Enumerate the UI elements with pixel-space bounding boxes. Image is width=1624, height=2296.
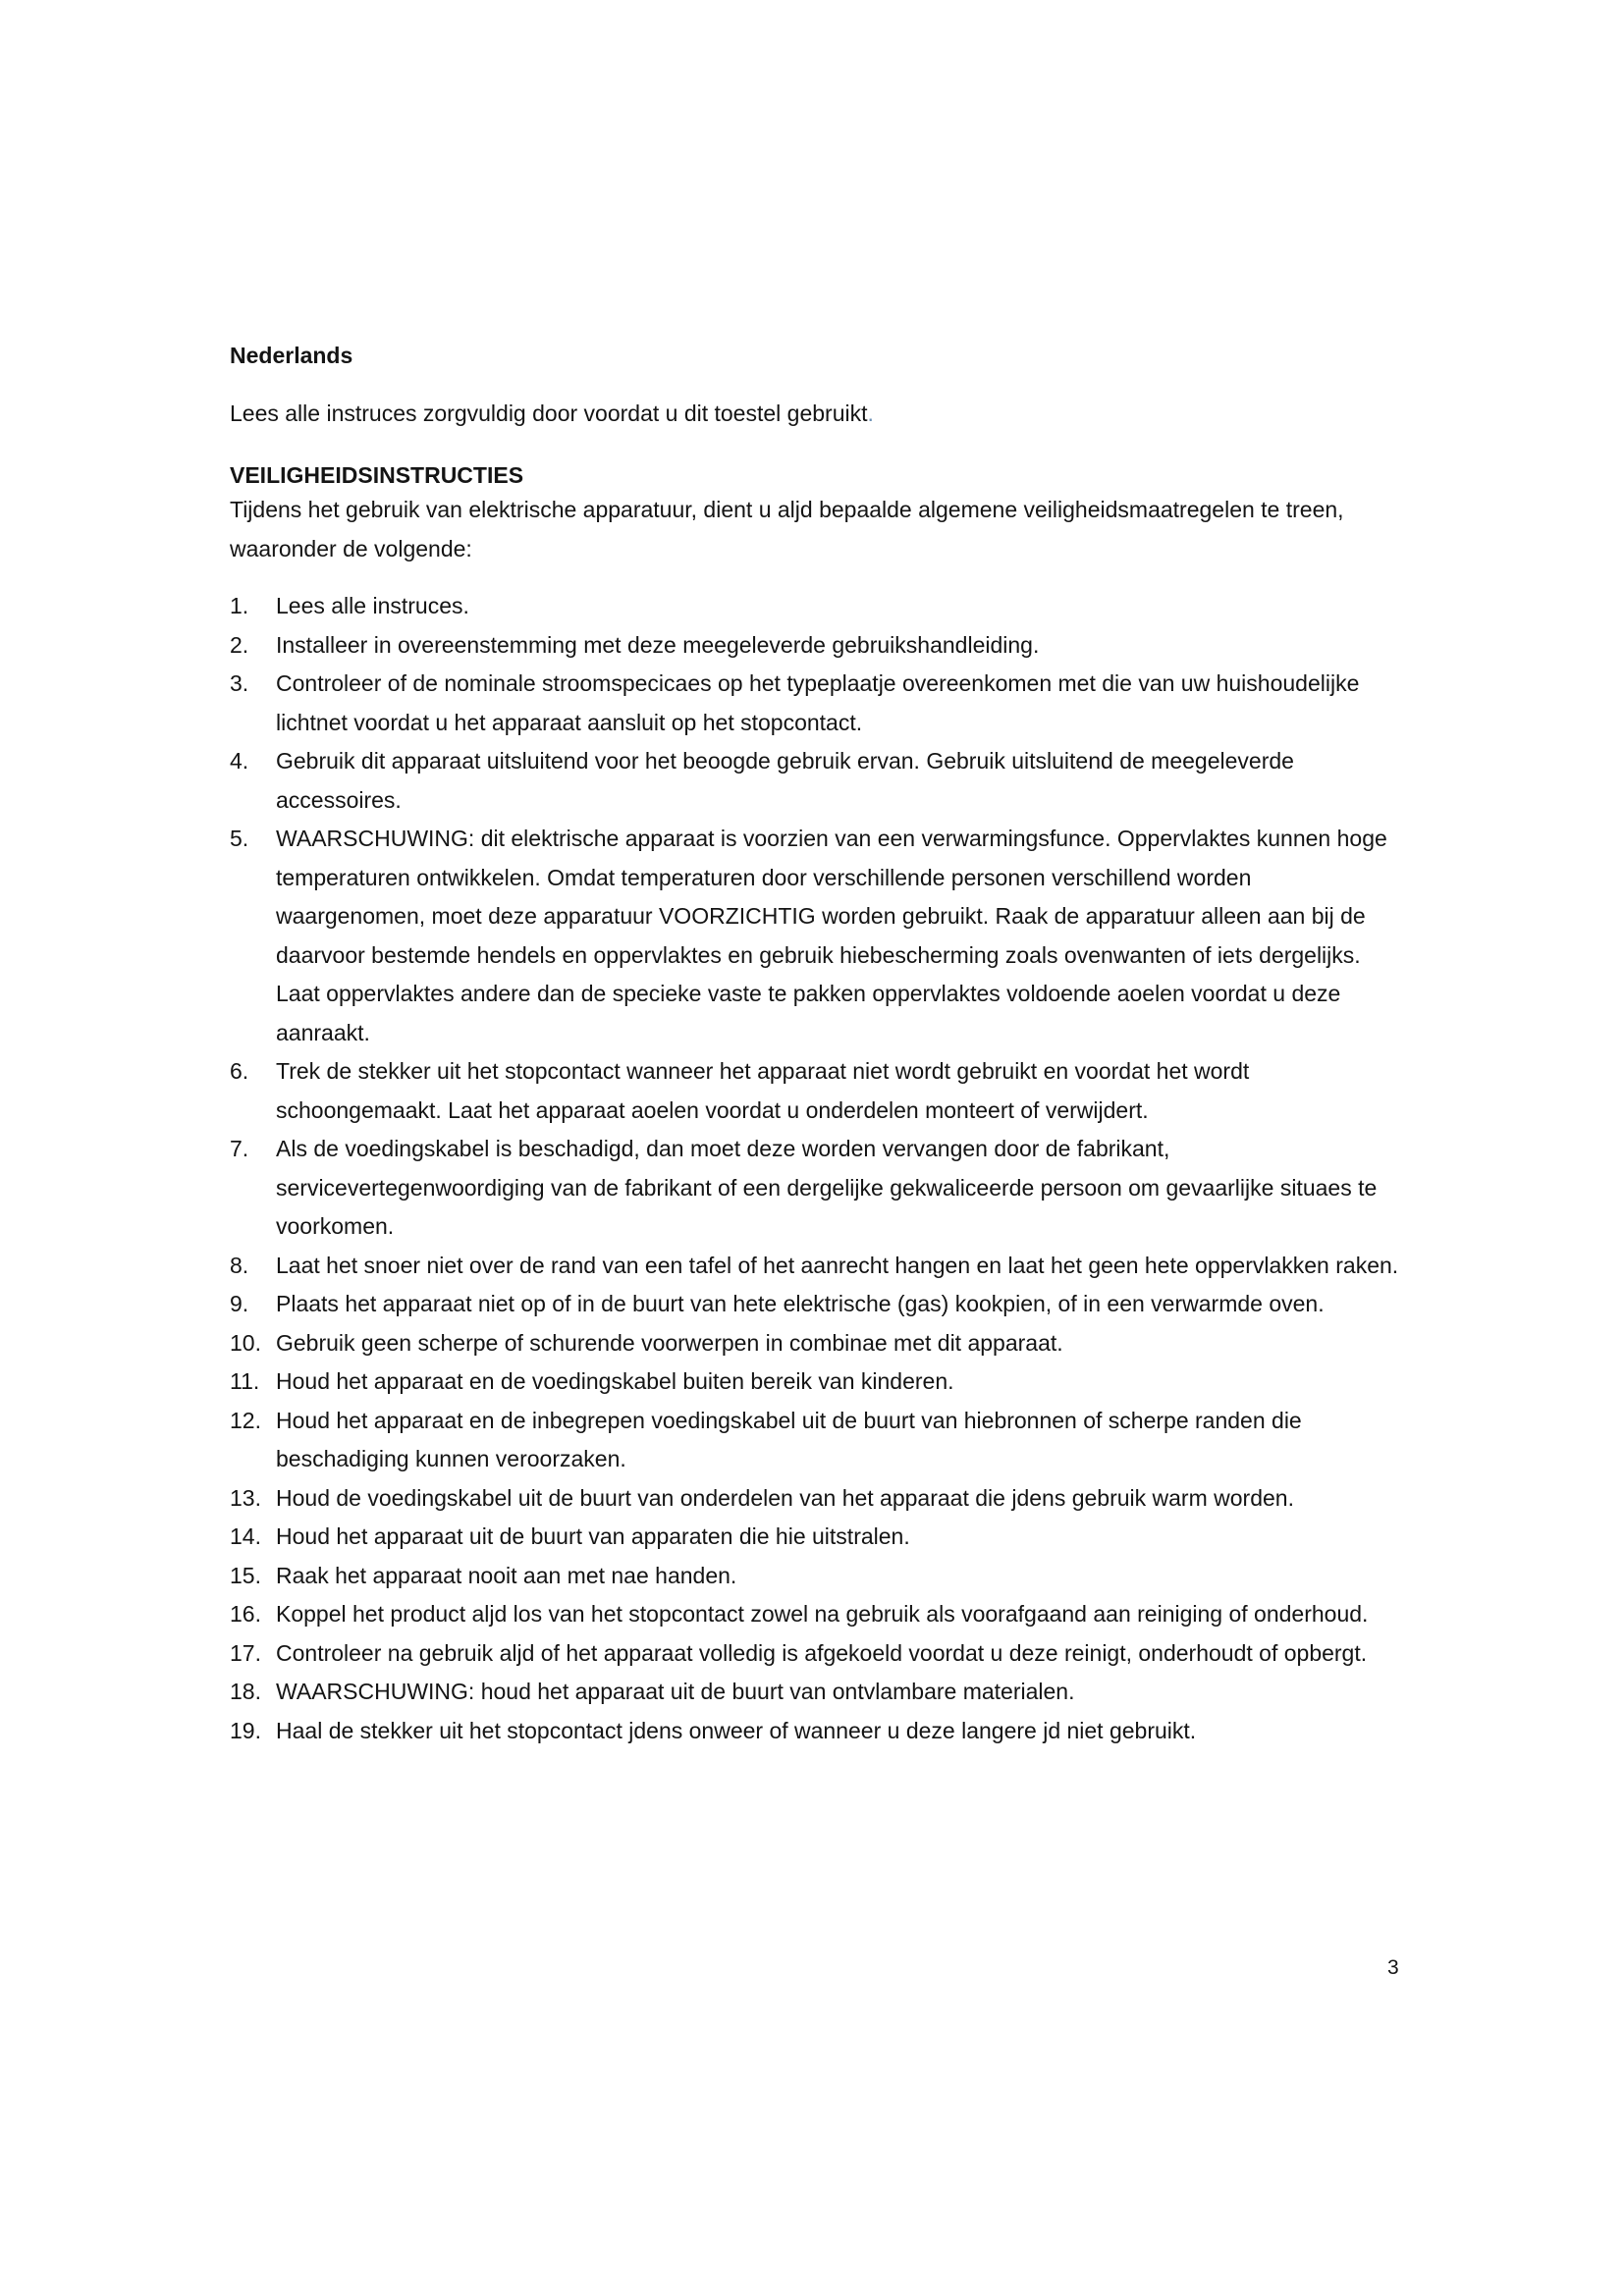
item-text: Gebruik geen scherpe of schurende voorwerpen in combinae met dit apparaat. — [276, 1329, 1063, 1356]
list-item — [230, 587, 1404, 626]
item-number: 5. — [230, 826, 249, 851]
item-number: 17. — [230, 1639, 261, 1666]
intro-paragraph — [230, 398, 1404, 429]
item-number: 8. — [230, 1252, 249, 1278]
section-title: VEILIGHEIDSINSTRUCTIES — [230, 462, 524, 488]
list-item — [230, 1247, 1404, 1286]
item-text: Laat het snoer niet over de rand van een tafel of het aanrecht hangen en laat het geen hete oppervlakken raken. — [276, 1252, 1399, 1278]
list-item — [230, 665, 1404, 742]
list-item — [230, 742, 1404, 820]
item-number: 1. — [230, 593, 249, 618]
item-number: 19. — [230, 1717, 261, 1743]
item-text: Lees alle instruces. — [276, 593, 469, 618]
item-text: Houd het apparaat en de voedingskabel buiten bereik van kinderen. — [276, 1368, 954, 1394]
item-text: WAARSCHUWING: dit elektrische apparaat is voorzien van een verwarmingsfunce. Oppervlaktes kunnen hoge temperaturen ontwikkelen. Omdat temperaturen door verschillende personen verschillend worden waargenomen, moet deze apparatuur VOORZICHTIG worden gebruikt. Raak de apparatuur alleen aan bij de daarvoor bestemde hendels en oppervlaktes en gebruik hiebescherming zoals ovenwanten of iets dergelijks. Laat oppervlaktes andere dan de specieke vaste te pakken oppervlaktes voldoende aoelen voordat u deze aanraakt. — [276, 826, 1387, 1045]
item-number: 15. — [230, 1562, 261, 1588]
item-number: 3. — [230, 670, 249, 696]
item-text: Trek de stekker uit het stopcontact wanneer het apparaat niet wordt gebruikt en voordat het wordt schoongemaakt. Laat het apparaat aoelen voordat u onderdelen monteert of verwijdert. — [276, 1058, 1250, 1123]
item-text: Raak het apparaat nooit aan met nae handen. — [276, 1562, 737, 1588]
list-item — [230, 1595, 1404, 1634]
item-number: 9. — [230, 1291, 249, 1316]
list-item — [230, 626, 1404, 666]
item-text: Controleer of de nominale stroomspecicaes op het typeplaatje overeenkomen met die van uw huishoudelijke lichtnet voordat u het apparaat aansluit op het stopcontact. — [276, 670, 1360, 735]
list-item — [230, 1052, 1404, 1130]
item-text: Koppel het product aljd los van het stopcontact zowel na gebruik als voorafgaand aan reiniging of onderhoud. — [276, 1601, 1369, 1627]
list-item — [230, 1634, 1404, 1674]
intro-text: Lees alle instruces zorgvuldig door voordat u dit toestel gebruikt — [230, 400, 868, 426]
item-text: WAARSCHUWING: houd het apparaat uit de buurt van ontvlambare materialen. — [276, 1679, 1075, 1704]
item-text: Installeer in overeenstemming met deze meegeleverde gebruikshandleiding. — [276, 631, 1040, 658]
list-item — [230, 1285, 1404, 1324]
item-number: 4. — [230, 748, 249, 774]
item-number: 12. — [230, 1407, 261, 1433]
item-number: 13. — [230, 1484, 261, 1511]
item-number: 14. — [230, 1523, 261, 1549]
item-text: Controleer na gebruik aljd of het apparaat volledig is afgekoeld voordat u deze reinigt, onderhoudt of opbergt. — [276, 1639, 1368, 1666]
item-number: 6. — [230, 1058, 249, 1084]
page-content — [230, 340, 1404, 1750]
item-text: Houd het apparaat en de inbegrepen voedingskabel uit de buurt van hiebronnen of scherpe randen die beschadiging kunnen veroorzaken. — [276, 1407, 1302, 1471]
list-item — [230, 1479, 1404, 1519]
safety-instructions-list — [230, 587, 1404, 1750]
language-heading: Nederlands — [230, 343, 353, 368]
page-number: 3 — [1387, 1956, 1399, 1979]
item-number: 16. — [230, 1601, 261, 1627]
list-item — [230, 1518, 1404, 1557]
item-text: Gebruik dit apparaat uitsluitend voor het beoogde gebruik ervan. Gebruik uitsluitend de meegeleverde accessoires. — [276, 748, 1294, 813]
item-number: 11. — [230, 1368, 260, 1394]
list-item — [230, 1130, 1404, 1247]
item-number: 18. — [230, 1679, 261, 1704]
list-item — [230, 1402, 1404, 1479]
item-text: Plaats het apparaat niet op of in de buurt van hete elektrische (gas) kookpien, of in een verwarmde oven. — [276, 1291, 1325, 1316]
item-text: Houd de voedingskabel uit de buurt van onderdelen van het apparaat die jdens gebruik warm worden. — [276, 1484, 1294, 1511]
item-number: 7. — [230, 1136, 249, 1161]
list-item — [230, 1362, 1404, 1402]
list-item — [230, 1673, 1404, 1712]
section-intro: Tijdens het gebruik van elektrische apparatuur, dient u aljd bepaalde algemene veiligheidsmaatregelen te treen, waaronder de volgende: — [230, 497, 1344, 561]
intro-period: . — [867, 400, 874, 426]
item-number: 10. — [230, 1329, 261, 1356]
list-item — [230, 1557, 1404, 1596]
item-number: 2. — [230, 631, 249, 658]
item-text: Haal de stekker uit het stopcontact jdens onweer of wanneer u deze langere jd niet gebruikt. — [276, 1717, 1197, 1743]
list-item — [230, 1712, 1404, 1751]
item-text: Als de voedingskabel is beschadigd, dan moet deze worden vervangen door de fabrikant, servicevertegenwoordiging van de fabrikant of een dergelijke gekwaliceerde persoon om gevaarlijke situaes te voorkomen. — [276, 1136, 1378, 1239]
item-text: Houd het apparaat uit de buurt van apparaten die hie uitstralen. — [276, 1523, 910, 1549]
list-item — [230, 820, 1404, 1052]
list-item — [230, 1324, 1404, 1363]
